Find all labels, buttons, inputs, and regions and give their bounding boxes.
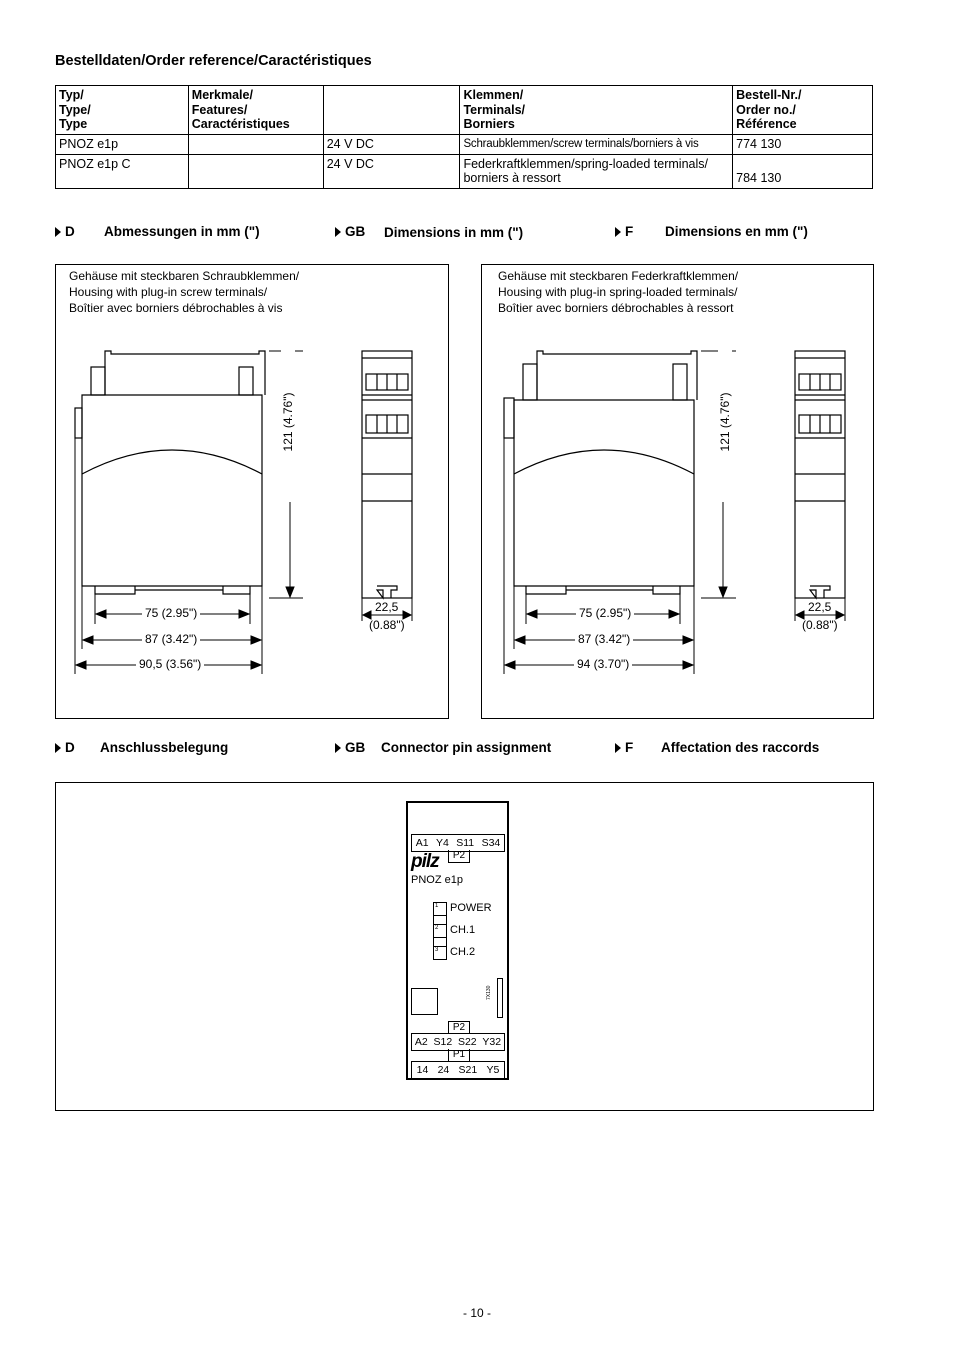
caption-screw: Gehäuse mit steckbaren Schraubklemmen/ Housing with plug-in screw terminals/ Boîtier avec borniers débrochables à vis bbox=[69, 269, 300, 315]
pilz-logo: pilz bbox=[411, 851, 439, 872]
header-order-no: Bestell-Nr./ Order no./ Référence bbox=[733, 86, 873, 135]
arrow-right-icon bbox=[55, 743, 61, 753]
terminal-label: S21 bbox=[458, 1064, 478, 1076]
arrow-right-icon bbox=[335, 743, 341, 753]
cell-type: PNOZ e1p C bbox=[56, 154, 189, 188]
housing-body bbox=[82, 395, 262, 586]
terminal-label: S12 bbox=[433, 1036, 453, 1048]
cell-feature bbox=[188, 154, 323, 188]
caption-spring: Gehäuse mit steckbaren Federkraftklemmen/ Housing with plug-in spring-loaded terminals/ Boîtier avec borniers débrochables à ressort bbox=[498, 269, 739, 315]
terminal-label: S11 bbox=[456, 837, 475, 849]
dim-heading-f-label: Dimensions en mm (") bbox=[665, 224, 808, 239]
dim-label-22-5: 22,5 bbox=[375, 600, 399, 614]
device-model: PNOZ e1p bbox=[411, 874, 463, 886]
arrow-right-icon bbox=[335, 227, 341, 237]
order-section-title: Bestelldaten/Order reference/Caractéristiques bbox=[55, 53, 372, 69]
pin-heading-gb-label: Connector pin assignment bbox=[381, 740, 552, 755]
arrow-right-icon bbox=[55, 227, 61, 237]
header-terminals: Klemmen/ Terminals/ Borniers bbox=[460, 86, 733, 135]
dim-heading-f: F bbox=[615, 224, 633, 239]
header-features: Merkmale/ Features/ Caractéristiques bbox=[188, 86, 323, 135]
terminal-label: S34 bbox=[481, 837, 501, 849]
dim-label-75: 75 (2.95") bbox=[576, 606, 634, 620]
dim-label-22-5: 22,5 bbox=[808, 600, 832, 614]
header-type: Typ/ Type/ Type bbox=[56, 86, 189, 135]
led-indicator: 3 bbox=[433, 946, 447, 960]
terminal-label: Y32 bbox=[482, 1036, 502, 1048]
cell-order-no: 784 130 bbox=[733, 154, 873, 188]
pin-heading-gb: GB bbox=[335, 740, 365, 755]
side-clip bbox=[75, 408, 82, 438]
plug-label-mid: P2 bbox=[448, 1021, 470, 1034]
pin-heading-f-label: Affectation des raccords bbox=[661, 740, 820, 755]
cell-voltage: 24 V DC bbox=[323, 135, 460, 155]
cell-terminals: Federkraftklemmen/spring-loaded terminals/ borniers à ressort bbox=[460, 154, 733, 188]
led-indicator: 1 bbox=[433, 902, 447, 916]
terminal-label: Y5 bbox=[486, 1064, 500, 1076]
terminal-label: A1 bbox=[415, 837, 429, 849]
cell-order-no: 774 130 bbox=[733, 135, 873, 155]
terminal-label: S22 bbox=[457, 1036, 477, 1048]
side-slot bbox=[497, 978, 503, 1018]
reset-button-square bbox=[411, 988, 438, 1015]
dim-label-90-5: 90,5 (3.56") bbox=[136, 657, 204, 671]
top-terminal-left bbox=[523, 364, 537, 400]
order-table bbox=[55, 85, 873, 189]
led-label-ch2: CH.2 bbox=[450, 946, 476, 958]
dim-heading-d-label: Abmessungen in mm (") bbox=[104, 224, 260, 239]
cell-type: PNOZ e1p bbox=[56, 135, 189, 155]
terminal-label: 24 bbox=[437, 1064, 450, 1076]
arrow-right-icon bbox=[615, 227, 621, 237]
housing-body bbox=[514, 400, 694, 586]
dim-label-94: 94 (3.70") bbox=[574, 657, 632, 671]
cell-voltage: 24 V DC bbox=[323, 154, 460, 188]
header-blank bbox=[323, 86, 460, 135]
plug-label-bottom: P1 bbox=[448, 1049, 470, 1061]
page-number: - 10 - bbox=[462, 1306, 491, 1320]
terminal-strip-bottom bbox=[411, 1061, 505, 1079]
dim-heading-gb-label: Dimensions in mm (") bbox=[384, 225, 524, 240]
top-terminal-right bbox=[673, 364, 687, 400]
arrow-right-icon bbox=[615, 743, 621, 753]
top-terminal-left bbox=[91, 367, 105, 395]
dim-label-0-88: (0.88") bbox=[369, 618, 405, 632]
terminal-label: 14 bbox=[416, 1064, 429, 1076]
dim-label-75: 75 (2.95") bbox=[142, 606, 200, 620]
led-label-power: POWER bbox=[450, 902, 492, 914]
dim-label-87: 87 (3.42") bbox=[142, 632, 200, 646]
plug-label-top: P2 bbox=[448, 850, 470, 863]
dim-heading-gb: GB bbox=[335, 224, 365, 239]
housing-curve bbox=[82, 450, 262, 474]
height-label-screw: 121 (4.76") bbox=[268, 345, 308, 505]
din-rail-slot bbox=[526, 586, 680, 594]
cell-terminals: Schraubklemmen/screw terminals/borniers à vis bbox=[460, 135, 733, 155]
pin-heading-d: D bbox=[55, 740, 75, 755]
table-row bbox=[56, 135, 873, 155]
pin-heading-f: F bbox=[615, 740, 633, 755]
dim-label-0-88: (0.88") bbox=[802, 618, 838, 632]
drawing-screw bbox=[55, 264, 447, 717]
top-terminal-right bbox=[239, 367, 253, 395]
dim-heading-d: D bbox=[55, 224, 75, 239]
housing-top bbox=[105, 351, 265, 358]
din-rail-slot bbox=[95, 586, 250, 594]
table-row bbox=[56, 154, 873, 188]
drawing-spring bbox=[481, 264, 872, 717]
terminal-label: Y4 bbox=[435, 837, 449, 849]
dim-label-87: 87 (3.42") bbox=[575, 632, 633, 646]
side-code: 7X130 bbox=[486, 985, 492, 1000]
height-label-spring: 121 (4.76") bbox=[700, 345, 740, 505]
led-indicator: 2 bbox=[433, 924, 447, 938]
order-table-header bbox=[56, 86, 873, 135]
side-clip bbox=[504, 398, 514, 438]
housing-curve bbox=[514, 450, 694, 474]
pin-heading-d-label: Anschlussbelegung bbox=[100, 740, 229, 755]
led-label-ch1: CH.1 bbox=[450, 924, 476, 936]
cell-feature bbox=[188, 135, 323, 155]
terminal-label: A2 bbox=[414, 1036, 428, 1048]
